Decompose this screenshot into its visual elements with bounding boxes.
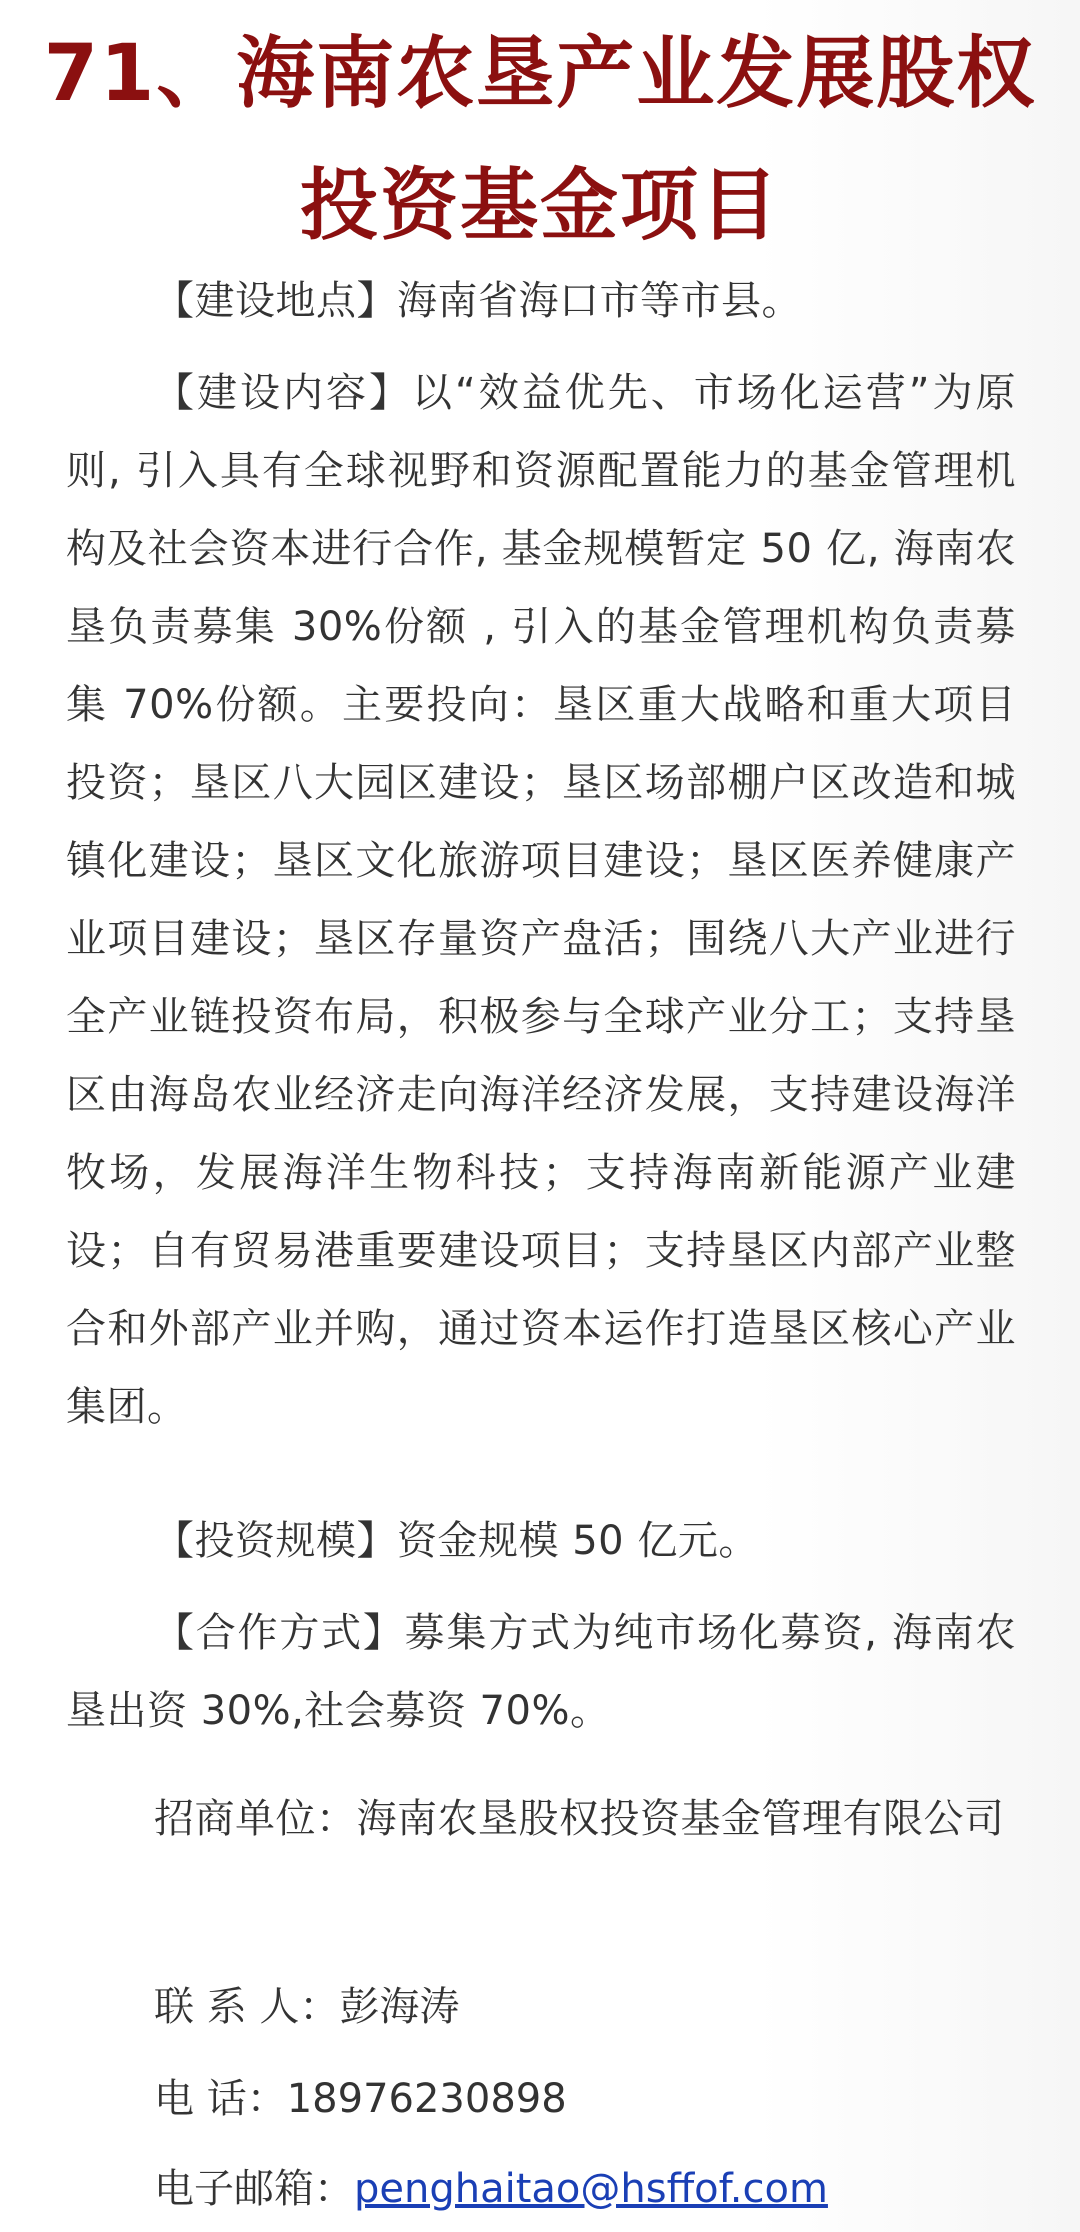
scale-value: 资金规模 50 亿元。 bbox=[397, 1518, 759, 1564]
contact-line bbox=[66, 1968, 1016, 2046]
contact-value: 彭海涛 bbox=[339, 1984, 460, 2030]
contact-label: 联 系 人： bbox=[154, 1984, 340, 2030]
content-value: 以“效益优先、市场化运营”为原则, 引入具有全球视野和资源配置能力的基金管理机构及社会资本进行合作, 基金规模暂定 50 亿, 海南农垦负责募集 30%份额 , 引入的基金管理机构负责募集 70%份额。主要投向：垦区重大战略和重大项目投资；垦区八大园区建设；垦区场部棚户区改造和城镇化建设；垦区文化旅游项目建设；垦区医养健康产业项目建设；垦区存量资产盘活；围绕八大产业进行全产业链投资布局，积极参与全球产业分工；支持垦区由海岛农业经济走向海洋经济发展，支持建设海洋牧场，发展海洋生物科技；支持海南新能源产业建设；自有贸易港重要建设项目；支持垦区内部产业整合和外部产业并购，通过资本运作打造垦区核心产业集团。 bbox=[66, 370, 1016, 1430]
cooperation-label: 【合作方式】 bbox=[154, 1610, 405, 1656]
scale-label: 【投资规模】 bbox=[154, 1518, 397, 1564]
email-label: 电子邮箱： bbox=[154, 2166, 354, 2212]
investor-paragraph bbox=[66, 1780, 1016, 1858]
content-label: 【建设内容】 bbox=[154, 370, 413, 416]
location-value: 海南省海口市等市县。 bbox=[397, 278, 802, 324]
email-link[interactable]: penghaitao@hsffof.com bbox=[354, 2166, 828, 2212]
location-label: 【建设地点】 bbox=[154, 278, 397, 324]
project-title-line-2: 投资基金项目 bbox=[299, 161, 780, 251]
investor-value: 海南农垦股权投资基金管理有限公司 bbox=[356, 1796, 1005, 1842]
phone-line bbox=[66, 2060, 1016, 2138]
content-paragraph bbox=[66, 354, 1016, 1446]
email-line bbox=[66, 2150, 1016, 2228]
project-title-line-1: 71、海南农垦产业发展股权 bbox=[43, 29, 1037, 119]
scale-paragraph bbox=[66, 1502, 1016, 1580]
investor-label: 招商单位： bbox=[154, 1796, 357, 1842]
phone-label: 电 话： bbox=[154, 2076, 287, 2122]
cooperation-paragraph bbox=[66, 1594, 1016, 1750]
location-paragraph bbox=[66, 262, 1016, 340]
phone-value: 18976230898 bbox=[286, 2076, 567, 2122]
cooperation-value: 募集方式为纯市场化募资, 海南农垦出资 30%,社会募资 70%。 bbox=[66, 1610, 1016, 1734]
